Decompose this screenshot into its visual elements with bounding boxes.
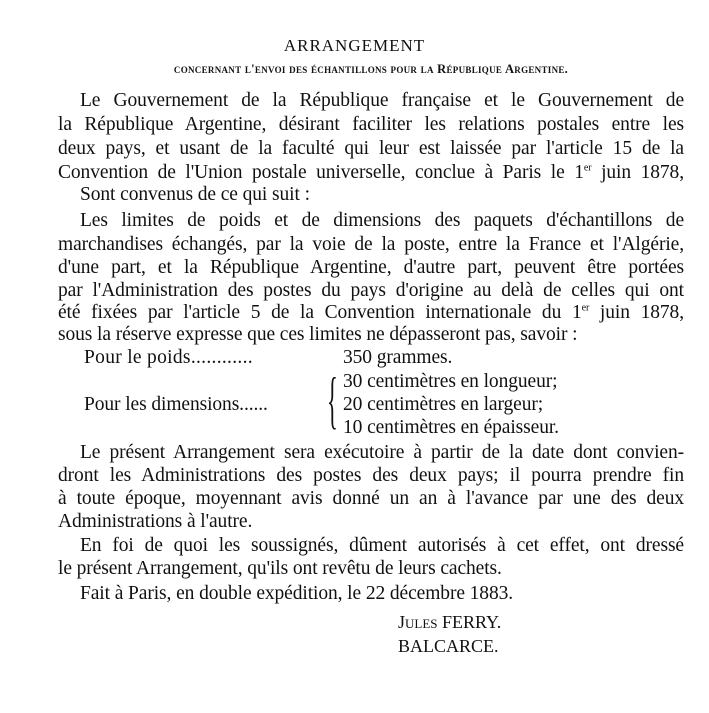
superscript: er <box>583 162 592 174</box>
document-title: ARRANGEMENT <box>283 36 426 55</box>
place-date: Fait à Paris, en double expédition, le 22 décembre 1883. <box>80 583 514 604</box>
text-line: Le Gouvernement de la République française et le Gouvernement de <box>80 90 684 111</box>
text-line: En foi de quoi les soussignés, dûment autorisés à cet effet, ont dressé <box>80 535 684 556</box>
text-line: Les limites de poids et de dimensions des paquets d'échantillons de <box>80 210 684 231</box>
document-subtitle: concernant l'envoi des échantillons pour la République Argentine. <box>173 62 569 76</box>
signatory-ferry: Jules FERRY. <box>398 612 502 632</box>
signatory-balcarce: BALCARCE. <box>398 636 499 656</box>
text-line: dront les Administrations des postes des deux pays; il pourra prendre fin <box>58 465 684 486</box>
text-span: Convention de l'Union postale universelle, conclue à Paris le 1 <box>58 162 584 183</box>
text-line: d'une part, et la République Argentine, d'autre part, peuvent être portées <box>58 257 684 278</box>
text-span: été fixées par l'article 5 de la Convention internationale du 1 <box>58 302 582 323</box>
text-line: la République Argentine, désirant faciliter les relations postales entre les <box>58 114 684 135</box>
text-span: juin 1878, <box>591 162 684 183</box>
text-line: sous la réserve expresse que ces limites ne dépasseront pas, savoir : <box>58 324 578 345</box>
text-line <box>58 302 684 324</box>
text-line: deux pays, et usant de la faculté qui leur est laissée par l'article 15 de la <box>58 138 684 159</box>
dimension-length: 30 centimètres en longueur; <box>343 371 558 392</box>
text-line <box>58 162 684 184</box>
text-line: à toute époque, moyennant avis donné un an à l'avance par une des deux <box>58 488 684 509</box>
dimensions-label: Pour les dimensions...... <box>84 394 268 415</box>
superscript: er <box>581 302 590 314</box>
text-line: Le présent Arrangement sera exécutoire à partir de la date dont convien- <box>80 442 684 463</box>
brace: { <box>327 364 338 435</box>
text-line: le présent Arrangement, qu'ils ont revêtu de leurs cachets. <box>58 558 502 579</box>
text-line: Sont convenus de ce qui suit : <box>80 184 310 205</box>
text-line: par l'Administration des postes du pays d'origine au delà de celles qui ont <box>58 280 684 301</box>
text-line: Administrations à l'autre. <box>58 511 253 532</box>
weight-value: 350 grammes. <box>343 347 453 368</box>
text-span: juin 1878, <box>589 302 684 323</box>
text-line: marchandises échangés, par la voie de la poste, entre la France et l'Algérie, <box>58 234 684 255</box>
dimension-width: 20 centimètres en largeur; <box>343 394 544 415</box>
weight-label: Pour le poids............ <box>84 347 253 368</box>
dimension-thickness: 10 centimètres en épaisseur. <box>343 417 559 438</box>
